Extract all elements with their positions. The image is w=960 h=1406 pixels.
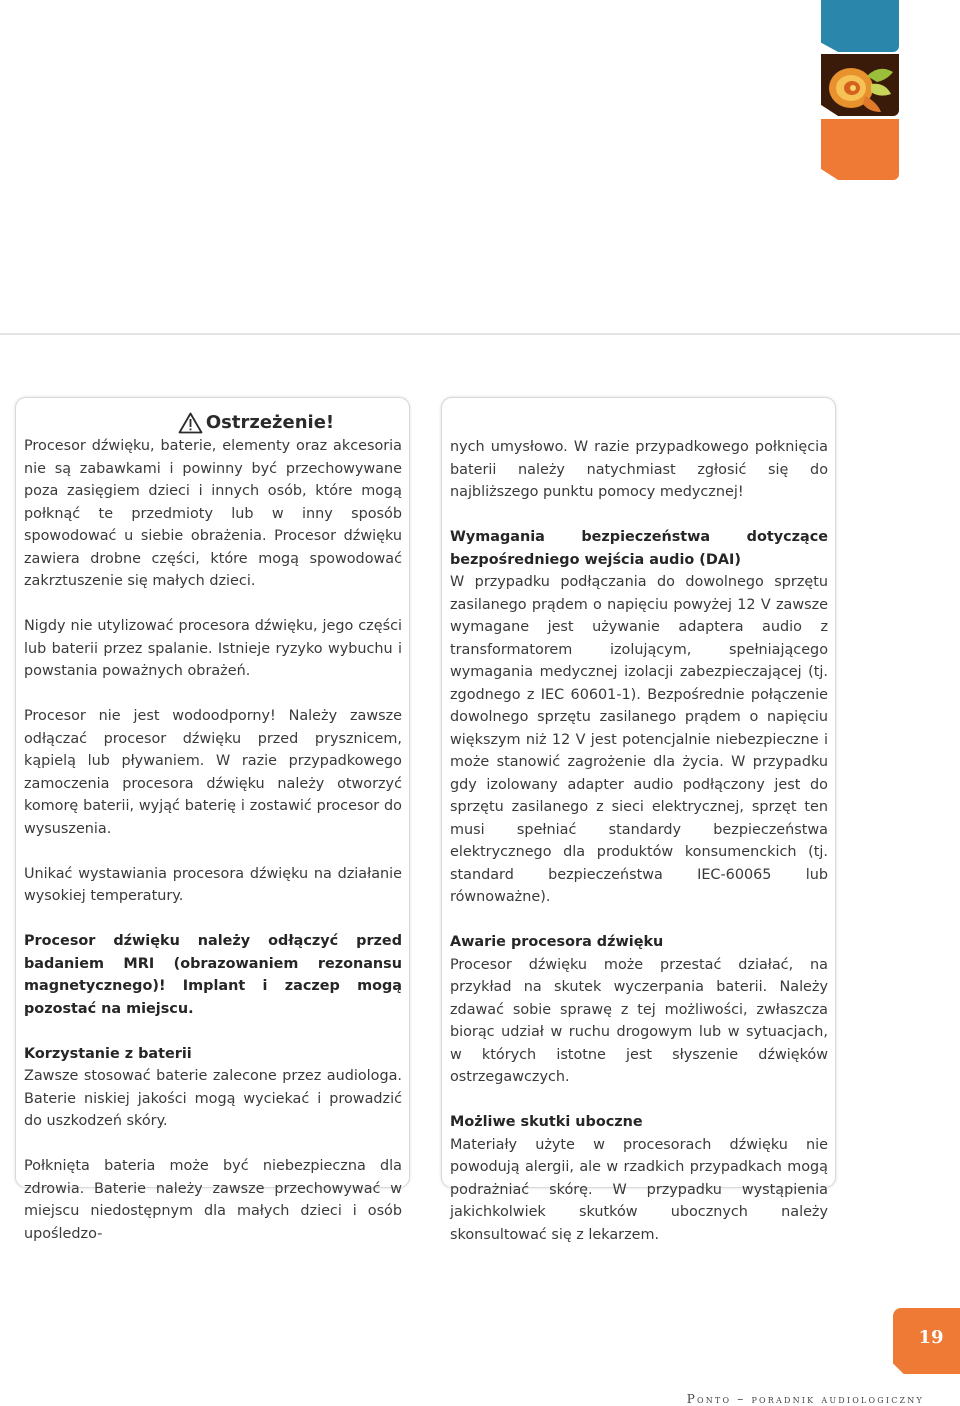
right-column	[450, 436, 828, 1269]
left-column	[24, 411, 402, 1268]
paragraph-no-burning: Nigdy nie utylizować procesora dźwięku, jego części lub baterii przez spalanie. Istnieje ryzyko wybuchu i powstania poważnych obrażeń.	[24, 618, 402, 679]
paragraph-mri: Procesor dźwięku należy odłączyć przed badaniem MRI (obrazowaniem rezonansu magnetycznego)! Implant i zaczep mogą pozostać na miejscu.	[24, 933, 402, 1017]
paragraph-children-safety: Procesor dźwięku, baterie, elementy oraz akcesoria nie są zabawkami i powinny być przechowywane poza zasięgiem dzieci i innych osób, które mogą połknąć te przedmioty lub w inny sposób spowodować u siebie obrażenia. Procesor dźwięku zawiera drobne części, które mogą spowodować zakrztuszenie się małych dzieci.	[24, 438, 402, 589]
warning-title: Ostrzeżenie!	[205, 412, 335, 433]
failure-text: Procesor dźwięku może przestać działać, na przykład na skutek wyczerpania baterii. Należy zdawać sobie sprawę z tej możliwości, zwłaszcza biorąc udział w ruchu drogowym lub w sytuacjach, w których istotne jest słyszenie dźwięków ostrzegawczych.	[450, 956, 828, 1085]
section-dai	[450, 526, 828, 909]
section-side-effects	[450, 1111, 828, 1246]
paragraph-temperature: Unikać wystawiania procesora dźwięku na działanie wysokiej temperatury.	[24, 865, 402, 904]
paragraph-not-waterproof: Procesor nie jest wodoodporny! Należy zawsze odłączać procesor dźwięku przed prysznicem, kąpielą lub pływaniem. W razie przypadkowego zamoczenia procesora dźwięku należy otworzyć komorę baterii, wyjąć baterię i zostawić procesor do wysuszenia.	[24, 708, 402, 837]
header-divider	[0, 333, 960, 335]
chapter-tab-orange[interactable]	[821, 119, 899, 180]
chapter-tab-blue[interactable]	[821, 0, 899, 52]
cochlea-illustration-icon	[821, 54, 899, 116]
battery-heading: Korzystanie z baterii	[24, 1045, 192, 1062]
chapter-tab-image[interactable]	[821, 54, 899, 116]
dai-text: W przypadku podłączania do dowolnego sprzętu zasilanego prądem o napięciu powyżej 12 V zawsze wymagane jest używanie adaptera audio z transformatorem izolującym, spełniającego wymagania medycznej izolacji zabezpieczającej (tj. zgodnego z IEC 60601-1). Bezpośrednie połączenie dowolnego sprzętu zasilanego prądem o napięciu większym niż 12 V jest potencjalnie niebezpieczne i może stanowić zagrożenie dla życia. W przypadku gdy izolowany adapter audio podłączony jest do sprzętu zasilanego z sieci elektrycznej, sprzęt ten musi spełniać standardy bezpieczeństwa elektrycznego dla produktów konsumenckich (tj. standard bezpieczeństwa IEC-60065 lub równoważne).	[450, 574, 828, 905]
failure-heading: Awarie procesora dźwięku	[450, 934, 664, 950]
battery-text: Zawsze stosować baterie zalecone przez audiologa. Baterie niskiej jakości mogą wyciekać i prowadzić do uszkodzeń skóry.	[24, 1068, 402, 1129]
side-effects-text: Materiały użyte w procesorach dźwięku nie powodują alergii, ale w rzadkich przypadkach mogą podrażniać skórę. W przypadku wystąpienia jakichkolwiek skutków ubocznych należy skonsultować się z lekarzem.	[450, 1136, 828, 1243]
side-effects-heading: Możliwe skutki uboczne	[450, 1114, 643, 1130]
page-number: 19	[918, 1327, 944, 1348]
paragraph-swallowed-battery: Połknięta bateria może być niebezpieczna dla zdrowia. Baterie należy zawsze przechowywać w miejscu niedostępnym dla małych dzieci i osób upośledzo-	[24, 1158, 402, 1242]
footer-title: Ponto – poradnik audiologiczny	[686, 1392, 924, 1406]
warning-triangle-icon	[178, 412, 203, 434]
paragraph-swallowed-continued: nych umysłowo. W razie przypadkowego połknięcia baterii należy natychmiast zgłosić się do najbliższego punktu pomocy medycznej!	[450, 439, 828, 500]
section-processor-failure	[450, 931, 828, 1089]
section-battery-use	[24, 1043, 402, 1133]
warning-heading	[24, 411, 402, 435]
dai-heading: Wymagania bezpieczeństwa dotyczące bezpośredniego wejścia audio (DAI)	[450, 529, 828, 568]
